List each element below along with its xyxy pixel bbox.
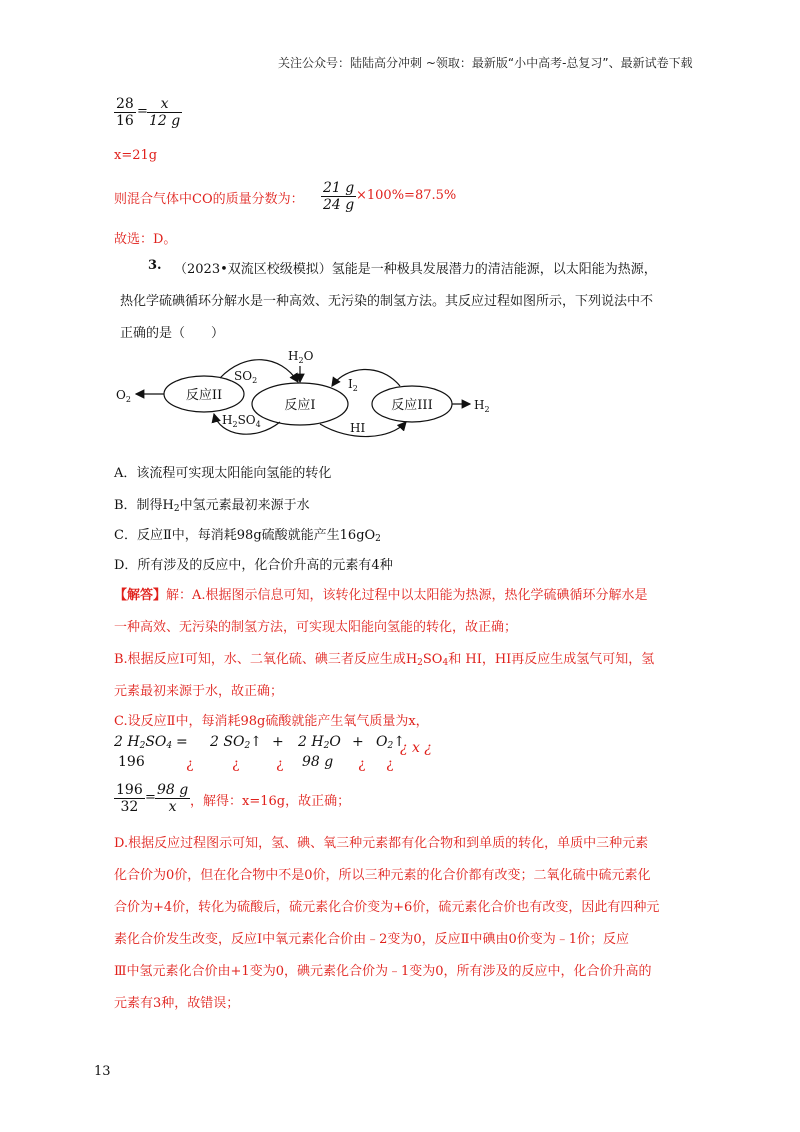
eq-equals: = <box>176 734 188 750</box>
reaction-2-label: 反应II <box>185 388 223 403</box>
solution-a-line-2: 一种高效、无污染的制氢方法，可实现太阳能向氢能的转化，故正确； <box>114 620 518 635</box>
solution-d-line-5: Ⅲ中氢元素化合价由+1变为0，碘元素化合价为﹣1变为0，所有涉及的反应中，化合价升高的 <box>114 964 652 979</box>
co-fraction <box>321 180 356 213</box>
solution-d-line-3: 合价为+4价，转化为硫酸后，硫元素化合价变为+6价，硫元素化合价也有改变，因此有四种元 <box>114 900 660 915</box>
option-c: C．反应Ⅱ中，每消耗98g硫酸就能产生$16gO_2$ <box>114 528 381 544</box>
fraction-numerator: 98 g <box>157 782 189 798</box>
ratio-fraction-left <box>114 96 136 129</box>
mass-ratio-fraction-right <box>155 782 190 815</box>
placeholder-char: ¿ <box>358 756 366 772</box>
solution-a-line-1: 【解答】解：A.根据图示信息可知，该转化过程中以太阳能为热源，热化学硫碘循环分解水是 <box>114 588 648 603</box>
eq-term-o2: $O_2↑$ <box>376 734 405 751</box>
h2so4-label: $H_2SO_4$ <box>222 413 261 429</box>
eq-plus-2: + <box>352 734 364 750</box>
question-line-3: 正确的是（ ） <box>120 326 225 341</box>
fraction-numerator: x <box>160 96 169 112</box>
solution-d-line-1: D.根据反应过程图示可知，氢、碘、氧三种元素都有化合物和到单质的转化，单质中三种元素 <box>114 836 649 851</box>
fraction-numerator: 21 g <box>323 180 355 196</box>
placeholder-char: ¿ <box>386 756 394 772</box>
i2-arrow <box>332 369 400 386</box>
question-line-2: 热化学硫碘循环分解水是一种高效、无污染的制氢方法。其反应过程如图所示，下列说法中不 <box>120 294 654 309</box>
mass-ratio-fraction-left <box>114 782 145 815</box>
value-196: 196 <box>118 754 145 770</box>
page-number: 13 <box>94 1064 111 1079</box>
solution-b-line-2: 元素最初来源于水，故正确； <box>114 684 284 699</box>
solution-d-line-4: 素化合价发生改变，反应Ⅰ中氧元素化合价由﹣2变为0，反应Ⅱ中碘由0价变为﹣1价；反应 <box>114 932 630 947</box>
solution-d-line-2: 化合价为0价，但在化合物中不是0价，所以三种元素的化合价都有改变；二氧化硫中硫元素化 <box>114 868 651 883</box>
eq-term-so2: 2 $SO_2↑$ <box>210 734 262 751</box>
reaction-1-label: 反应I <box>284 398 316 413</box>
fraction-denominator: 32 <box>114 798 145 815</box>
solve-result: ，解得：x=16g，故正确； <box>190 794 351 809</box>
co-fraction-suffix: ×100%=87.5% <box>356 188 457 203</box>
fraction-numerator: 196 <box>116 782 143 798</box>
h2-label: $H_2$ <box>474 398 490 414</box>
question-line-1: （2023•双流区校级模拟）氢能是一种极具发展潜力的清洁能源，以太阳能为热源， <box>174 262 657 277</box>
eq-term-h2o: 2 $H_2O$ <box>298 734 341 751</box>
eq-term-h2so4: 2 $H_2SO_4$ <box>114 734 173 751</box>
eq-tail: ¿ x ¿ <box>400 740 432 756</box>
o2-label: $O_2$ <box>116 388 131 404</box>
option-a: A．该流程可实现太阳能向氢能的转化 <box>114 466 332 481</box>
equals-sign: = <box>145 790 156 805</box>
x-result: x=21g <box>114 148 158 163</box>
fraction-denominator: x <box>155 798 190 815</box>
placeholder-char: ¿ <box>232 756 240 772</box>
solution-c-line-1: C.设反应Ⅱ中，每消耗98g硫酸就能产生氧气质量为x， <box>114 714 429 729</box>
reaction-3-label: 反应III <box>391 398 433 413</box>
ratio-fraction-right <box>147 96 182 129</box>
fraction-denominator: 16 <box>116 113 134 129</box>
so2-arrow <box>220 360 298 382</box>
page-header: 关注公众号：陆陆高分冲刺 ~领取：最新版“小中高考-总复习”、最新试卷下载 <box>278 56 693 70</box>
equals-sign: = <box>137 104 148 119</box>
solution-d-line-6: 元素有3种，故错误； <box>114 996 240 1011</box>
solution-b-line-1: B.根据反应Ⅰ可知，水、二氧化硫、碘三者反应生成$H_2SO_4$和 HI，HI再反应生成氢气可知，氢 <box>114 652 655 668</box>
h2o-label: $H_2O$ <box>288 349 314 365</box>
hi-label: HI <box>350 421 366 435</box>
value-98g: 98 g <box>302 754 334 770</box>
fraction-denominator: 12 g <box>149 113 181 129</box>
reaction-cycle-diagram <box>110 342 510 442</box>
option-b: B．制得$H_2$中氢元素最初来源于水 <box>114 498 310 514</box>
fraction-denominator: 24 g <box>323 197 355 213</box>
question-number: 3. <box>148 258 162 273</box>
fraction-numerator: 28 <box>116 96 134 112</box>
placeholder-char: ¿ <box>186 756 194 772</box>
eq-plus-1: + <box>272 734 284 750</box>
previous-answer: 故选：D。 <box>114 232 177 247</box>
i2-label: $I_2$ <box>348 377 358 393</box>
option-d: D．所有涉及的反应中，化合价升高的元素有4种 <box>114 558 393 573</box>
placeholder-char: ¿ <box>276 756 284 772</box>
so2-label: $SO_2$ <box>234 369 258 385</box>
co-fraction-prefix: 则混合气体中CO的质量分数为： <box>114 192 304 207</box>
